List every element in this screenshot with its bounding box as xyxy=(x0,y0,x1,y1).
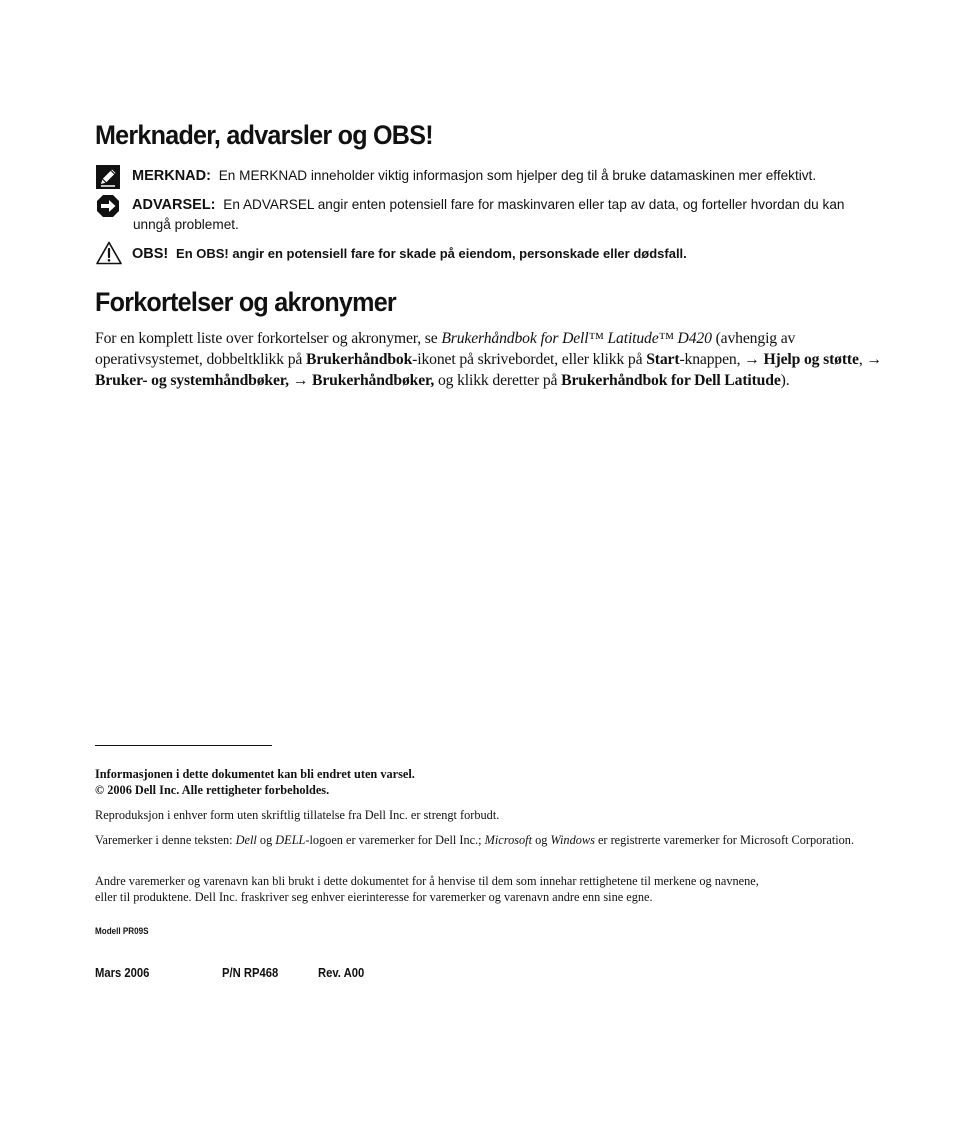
change-notice-line1: Informasjonen i dette dokumentet kan bli endret uten varsel. xyxy=(95,767,415,781)
reproduction-notice: Reproduksjon i enhver form uten skriftlig tillatelse fra Dell Inc. er strengt forbudt. xyxy=(95,808,500,822)
advarsel-text-line1: En ADVARSEL angir enten potensiell fare for maskinvaren eller tap av data, og forteller hvordan du kan xyxy=(223,197,845,212)
user-system-guides-name: Bruker- og systemhåndbøker, xyxy=(95,372,289,389)
para-text-3: -ikonet på skrivebordet, eller klikk på xyxy=(412,351,647,368)
note-advarsel xyxy=(96,195,876,235)
help-support-name: Hjelp og støtte xyxy=(763,351,859,368)
tm-text-3: -logoen er varemerker for Dell Inc.; xyxy=(305,833,485,847)
part-number: P/N RP468 xyxy=(222,966,279,980)
publication-date: Mars 2006 xyxy=(95,966,150,980)
para-text-2: (avhengig av operativsystemet, dobbeltklikk på xyxy=(95,330,796,368)
footnote-divider xyxy=(95,745,272,746)
advarsel-label: ADVARSEL: xyxy=(132,197,216,213)
notice-arrow-icon xyxy=(96,194,122,220)
trademark-notice xyxy=(95,832,895,848)
tm-text-2: og xyxy=(256,833,276,847)
other-tm-line1: Andre varemerker og varenavn kan bli brukt i dette dokumentet for å henvise til dem som innehar rettighetene til merkene og navnene, xyxy=(95,874,759,888)
merknad-label: MERKNAD: xyxy=(132,168,211,184)
para-text-7: og klikk deretter på xyxy=(434,372,562,389)
obs-label: OBS! xyxy=(132,246,169,262)
tm-text-1: Varemerker i denne teksten: xyxy=(95,833,236,847)
obs-text: En OBS! angir en potensiell fare for skade på eiendom, personskade eller dødsfall. xyxy=(176,246,687,261)
copyright-line: © 2006 Dell Inc. Alle rettigheter forbeholdes. xyxy=(95,783,330,797)
tm-microsoft: Microsoft xyxy=(484,833,532,847)
notices-heading: Merknader, advarsler og OBS! xyxy=(95,120,433,150)
user-guide-icon-name: Brukerhåndbok xyxy=(306,351,413,368)
para-text-6: → xyxy=(288,372,313,389)
revision: Rev. A00 xyxy=(318,966,365,980)
tm-text-5: er registrerte varemerker for Microsoft Corporation. xyxy=(594,833,855,847)
other-tm-line2: eller til produktene. Dell Inc. fraskriver seg enhver eierinteresse for varemerker og varenavn andre enn sine egne. xyxy=(95,890,653,904)
advarsel-text-line2: unngå problemet. xyxy=(133,217,239,232)
dell-latitude-guide-name: Brukerhåndbok for Dell Latitude xyxy=(561,372,781,389)
para-text-4: -knappen, → xyxy=(679,351,764,368)
user-guides-name: Brukerhåndbøker, xyxy=(312,372,435,389)
tm-dell: Dell xyxy=(235,833,257,847)
tm-dell-logo: DELL xyxy=(275,833,306,847)
para-text-5: , → xyxy=(858,351,882,368)
note-obs xyxy=(96,244,876,264)
merknad-text: En MERKNAD inneholder viktig informasjon som hjelper deg til å bruke datamaskinen mer effektivt. xyxy=(218,168,817,183)
para-text-8: ). xyxy=(780,372,790,389)
note-merknad xyxy=(96,166,876,186)
user-guide-title: Brukerhåndbok for Dell™ Latitude™ D420 xyxy=(441,330,712,347)
tm-text-4: og xyxy=(532,833,551,847)
tm-windows: Windows xyxy=(550,833,595,847)
change-notice xyxy=(95,766,895,798)
note-pencil-icon xyxy=(96,165,122,191)
other-trademarks-notice xyxy=(95,873,895,905)
start-button-name: Start xyxy=(646,351,680,368)
abbreviations-heading: Forkortelser og akronymer xyxy=(95,287,396,317)
para-text-1: For en komplett liste over forkortelser og akronymer, se xyxy=(95,330,442,347)
model-number: Modell PR09S xyxy=(95,926,149,936)
abbreviations-paragraph xyxy=(95,328,895,391)
warning-triangle-icon xyxy=(96,241,122,267)
